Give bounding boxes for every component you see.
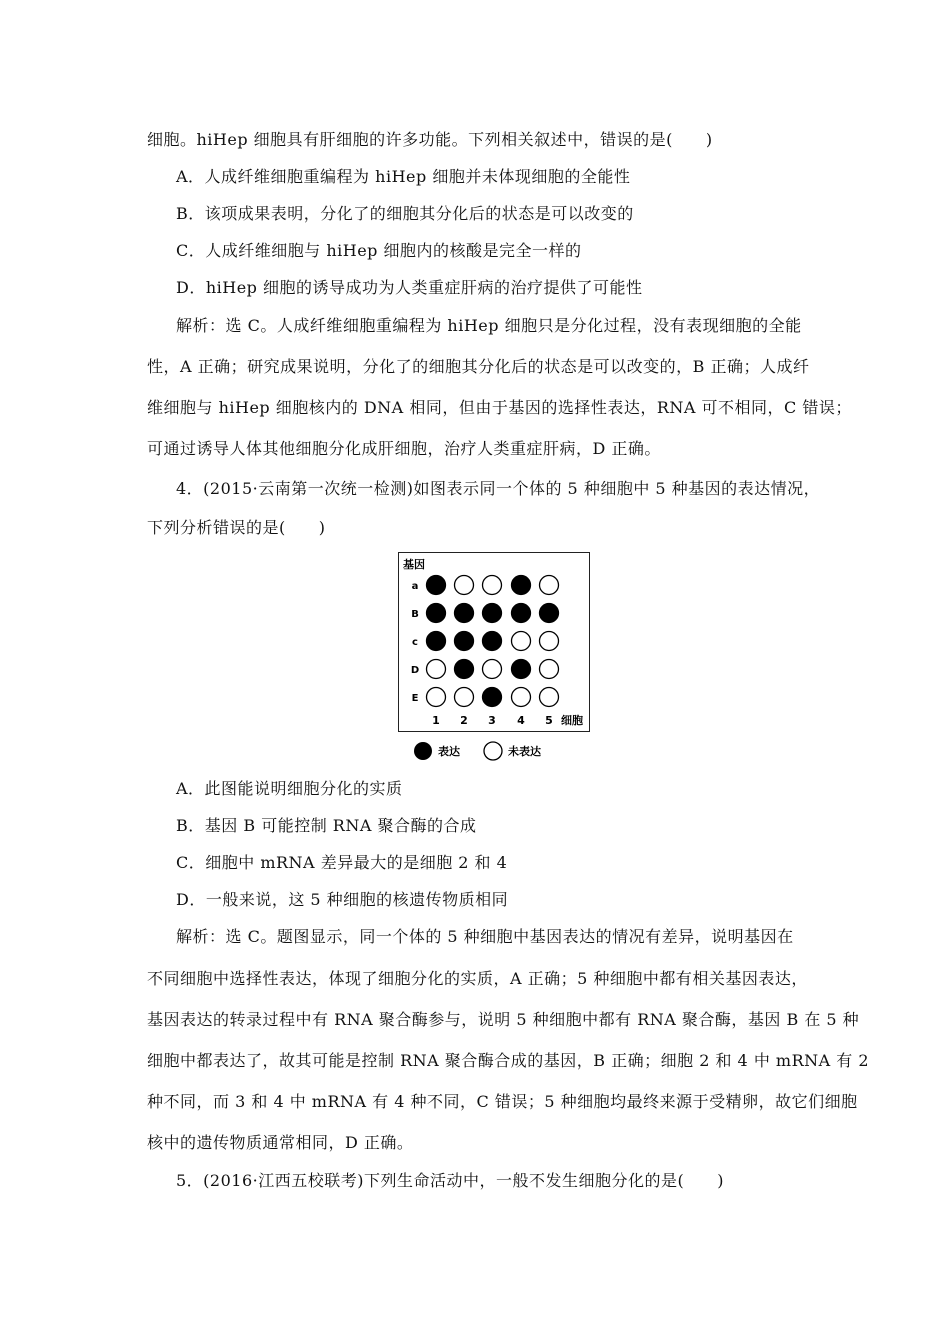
figure-legend xyxy=(398,738,590,764)
question-5-stem: 5．(2016·江西五校联考)下列生命活动中，一般不发生细胞分化的是( ) xyxy=(176,1171,724,1190)
not-expressed-dot xyxy=(455,688,474,707)
gene-label: E xyxy=(411,693,419,704)
analysis-line: 不同细胞中选择性表达，体现了细胞分化的实质，A 正确；5 种细胞中都有相关基因表达， xyxy=(147,969,808,988)
not-expressed-dot xyxy=(512,688,531,707)
gene-label: a xyxy=(411,581,419,592)
option-a: A．此图能说明细胞分化的实质 xyxy=(176,779,403,798)
expressed-dot xyxy=(483,688,502,707)
option-b: B．该项成果表明，分化了的细胞其分化后的状态是可以改变的 xyxy=(176,204,634,223)
not-expressed-dot xyxy=(540,688,559,707)
option-b: B．基因 B 可能控制 RNA 聚合酶的合成 xyxy=(176,816,477,835)
analysis-line: 可通过诱导人体其他细胞分化成肝细胞，治疗人类重症肝病，D 正确。 xyxy=(147,439,661,458)
expressed-dot xyxy=(455,660,474,679)
expressed-dot xyxy=(512,660,531,679)
not-expressed-dot xyxy=(512,632,531,651)
question-4-stem: 下列分析错误的是( ) xyxy=(147,518,326,537)
expressed-dot xyxy=(427,576,446,595)
option-d: D．hiHep 细胞的诱导成功为人类重症肝病的治疗提供了可能性 xyxy=(176,278,643,297)
not-expressed-dot xyxy=(427,688,446,707)
analysis-line: 核中的遗传物质通常相同，D 正确。 xyxy=(147,1133,414,1152)
legend-expressed-marker xyxy=(414,742,432,760)
cell-label: 2 xyxy=(460,714,468,727)
analysis-line: 维细胞与 hiHep 细胞核内的 DNA 相同，但由于基因的选择性表达，RNA 可不相同，C 错误； xyxy=(147,398,852,417)
analysis-line: 种不同，而 3 和 4 中 mRNA 有 4 种不同，C 错误；5 种细胞均最终来源于受精卵，故它们细胞 xyxy=(147,1092,858,1111)
expressed-dot xyxy=(455,604,474,623)
expressed-dot xyxy=(455,632,474,651)
analysis-line: 解析：选 C。题图显示，同一个体的 5 种细胞中基因表达的情况有差异，说明基因在 xyxy=(176,927,794,946)
expressed-dot xyxy=(427,604,446,623)
gene-expression-matrix xyxy=(399,553,589,731)
cell-label: 1 xyxy=(432,714,440,727)
analysis-line: 性，A 正确；研究成果说明，分化了的细胞其分化后的状态是可以改变的，B 正确；人成纤 xyxy=(147,357,810,376)
cell-label: 5 xyxy=(545,714,553,727)
cell-axis-label: 细胞 xyxy=(561,714,583,727)
legend-expressed-label: 表达 xyxy=(438,745,460,758)
option-c: C．细胞中 mRNA 差异最大的是细胞 2 和 4 xyxy=(176,853,508,872)
figure-title: 基因 xyxy=(403,558,425,571)
expressed-dot xyxy=(512,604,531,623)
expressed-dot xyxy=(512,576,531,595)
not-expressed-dot xyxy=(455,576,474,595)
legend-not-expressed-label: 未表达 xyxy=(508,745,541,758)
gene-label: c xyxy=(412,637,418,648)
not-expressed-dot xyxy=(540,660,559,679)
not-expressed-dot xyxy=(427,660,446,679)
analysis-line: 细胞中都表达了，故其可能是控制 RNA 聚合酶合成的基因，B 正确；细胞 2 和 4 中 mRNA 有 2 xyxy=(147,1051,870,1070)
option-d: D．一般来说，这 5 种细胞的核遗传物质相同 xyxy=(176,890,509,909)
expressed-dot xyxy=(483,604,502,623)
text-line: 细胞。hiHep 细胞具有肝细胞的许多功能。下列相关叙述中，错误的是( ) xyxy=(147,130,713,149)
option-c: C．人成纤维细胞与 hiHep 细胞内的核酸是完全一样的 xyxy=(176,241,582,260)
not-expressed-dot xyxy=(483,660,502,679)
gene-label: B xyxy=(411,609,419,620)
cell-label: 4 xyxy=(517,714,525,727)
gene-expression-figure xyxy=(398,552,590,732)
question-4-stem: 4．(2015·云南第一次统一检测)如图表示同一个体的 5 种细胞中 5 种基因的表达情况， xyxy=(176,479,821,498)
cell-label: 3 xyxy=(488,714,496,727)
not-expressed-dot xyxy=(540,576,559,595)
option-a: A．人成纤维细胞重编程为 hiHep 细胞并未体现细胞的全能性 xyxy=(176,167,631,186)
expressed-dot xyxy=(483,632,502,651)
legend-not-expressed-marker xyxy=(484,742,502,760)
gene-label: D xyxy=(410,665,420,676)
analysis-line: 解析：选 C。人成纤维细胞重编程为 hiHep 细胞只是分化过程，没有表现细胞的全能 xyxy=(176,316,802,335)
not-expressed-dot xyxy=(540,632,559,651)
not-expressed-dot xyxy=(483,576,502,595)
expressed-dot xyxy=(540,604,559,623)
expressed-dot xyxy=(427,632,446,651)
analysis-line: 基因表达的转录过程中有 RNA 聚合酶参与，说明 5 种细胞中都有 RNA 聚合酶，基因 B 在 5 种 xyxy=(147,1010,860,1029)
